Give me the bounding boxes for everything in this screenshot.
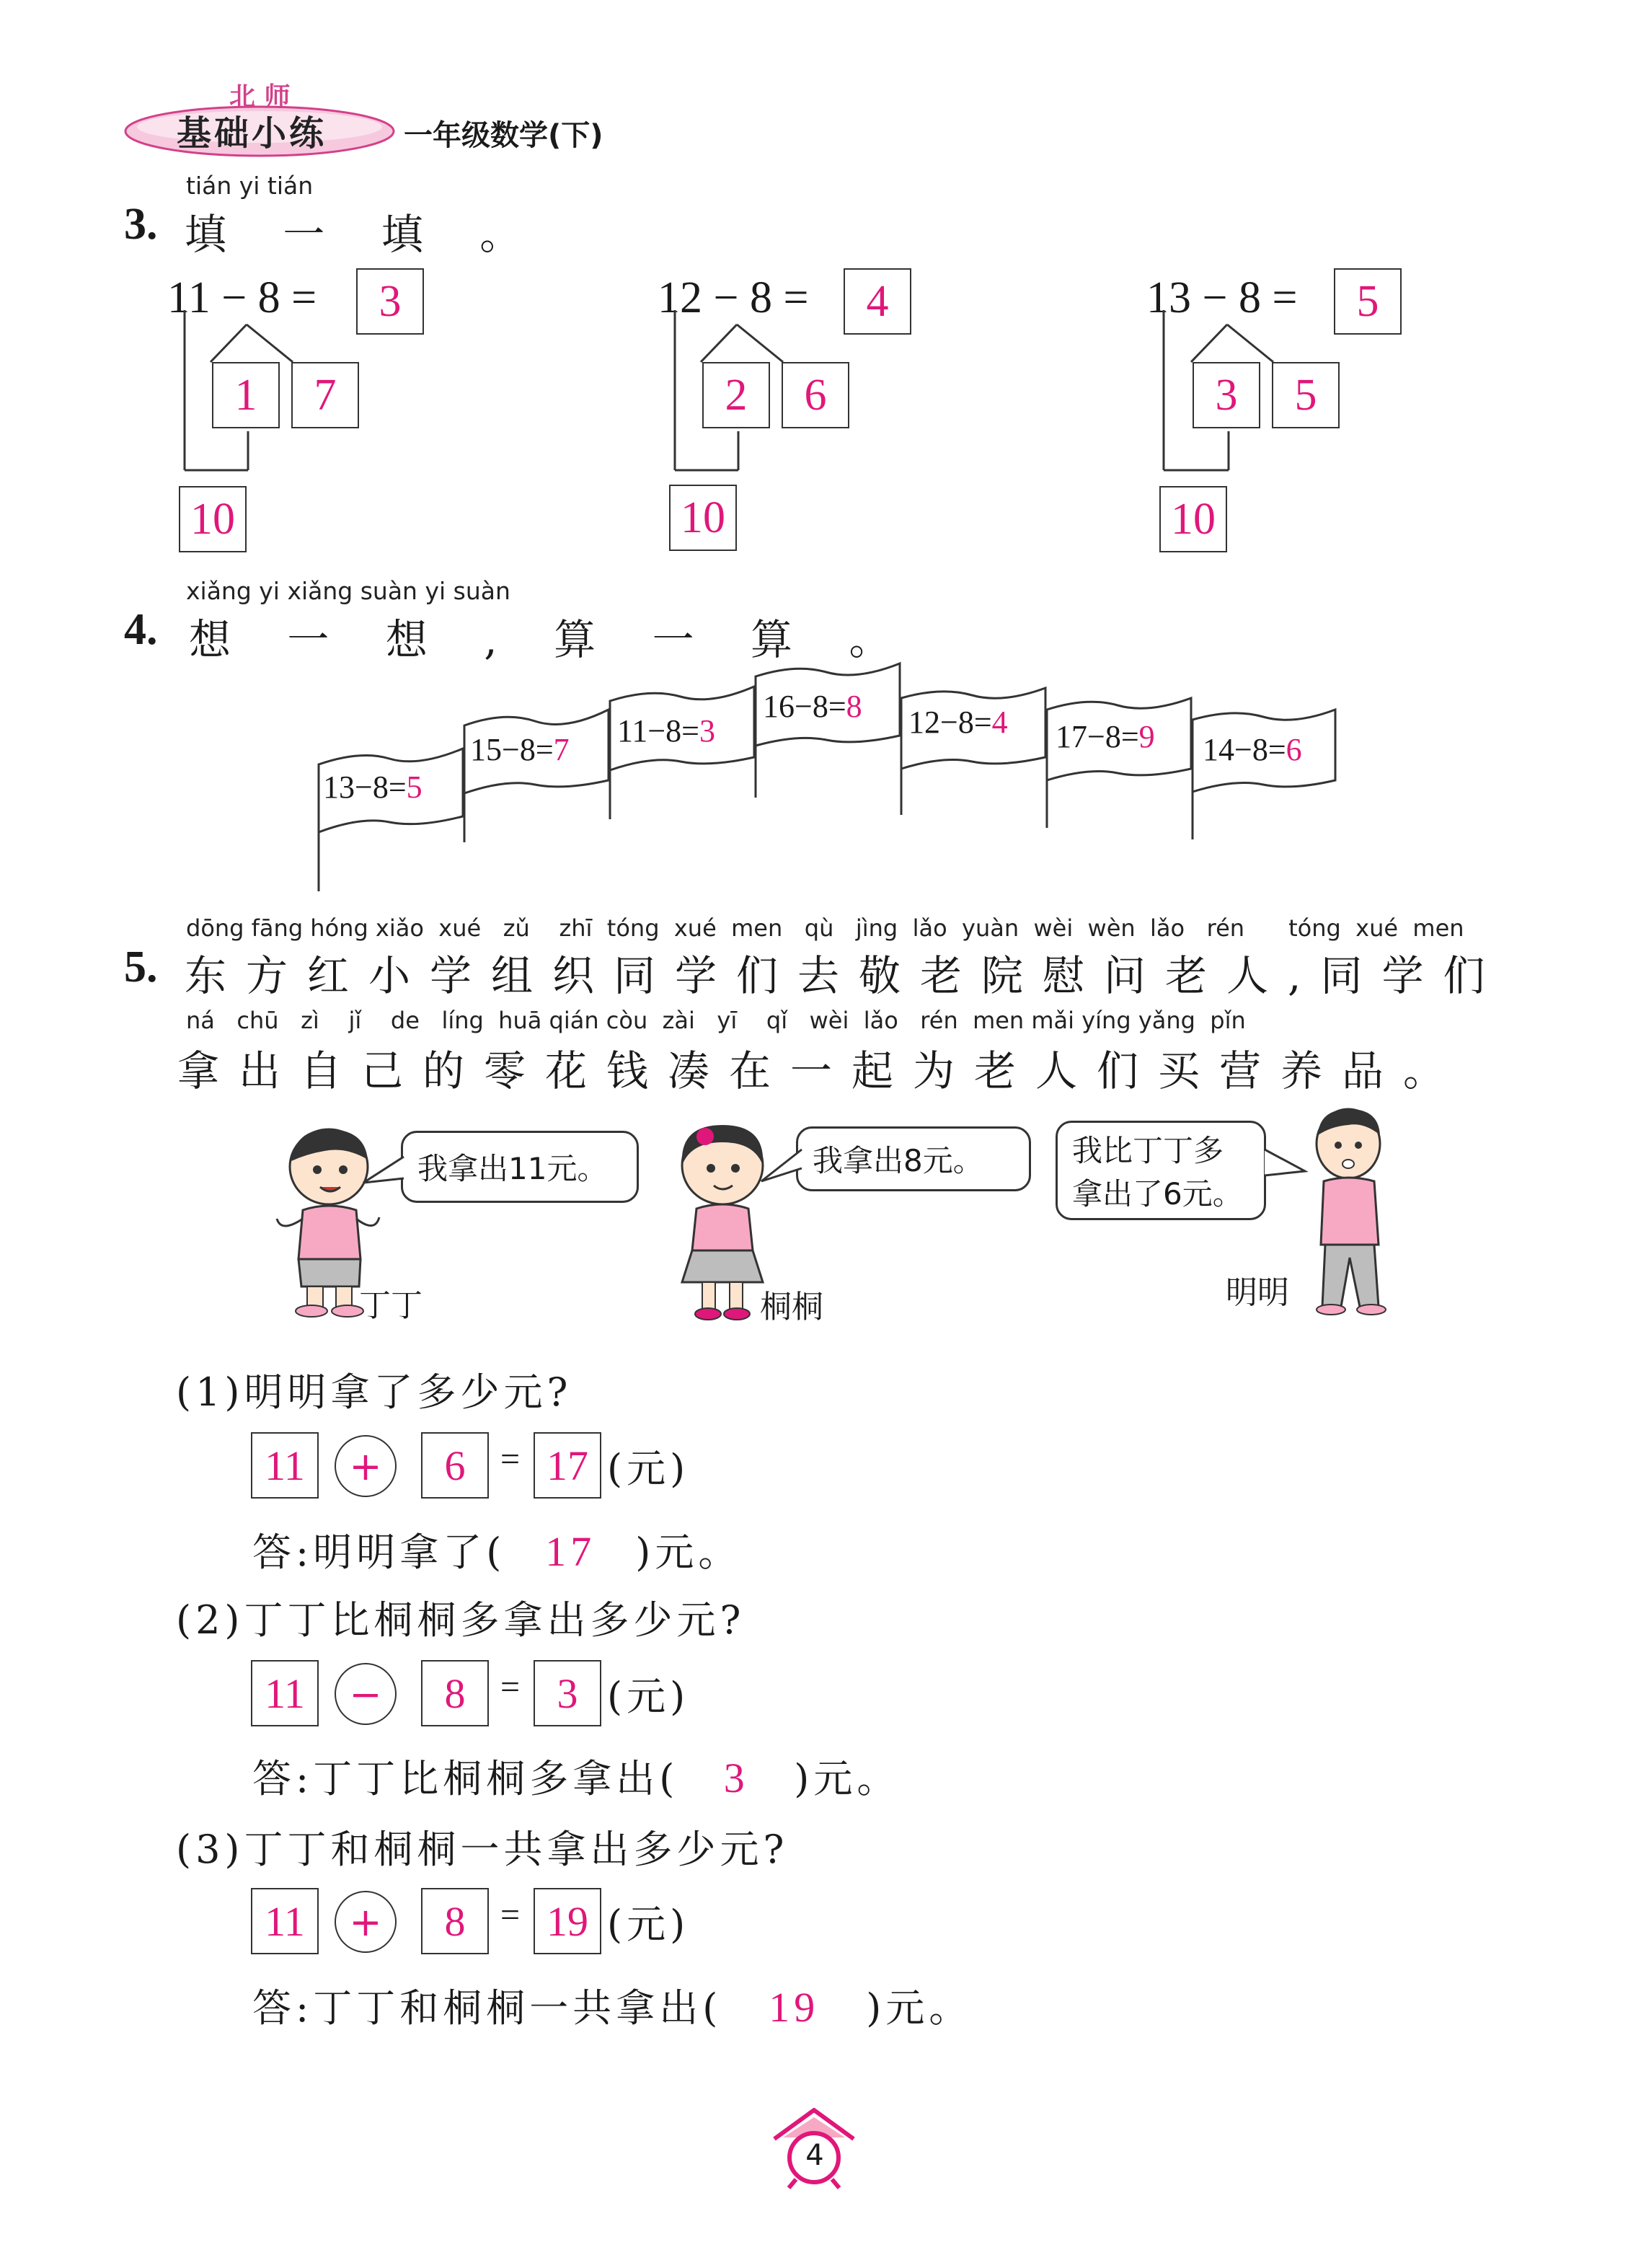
tongtong-speech: 我拿出8元。 (813, 1143, 983, 1178)
q5-text-line1: 东方红小学组织同学们去敬老院慰问老人,同学们 (185, 951, 1505, 1000)
speech-bubble-tongtong (796, 1126, 1031, 1191)
ten-box: 10 (179, 486, 247, 552)
operand-box-a: 11 (251, 1660, 319, 1726)
split-box-b: 7 (291, 362, 359, 428)
q4-title: 想 一 想 , 算 一 算 。 (189, 615, 913, 664)
result-box: 3 (534, 1660, 601, 1726)
q3-title: 填 一 填 。 (185, 210, 544, 259)
subtraction-expression: 12 − 8 = (658, 273, 809, 322)
answer-sentence (252, 1522, 741, 1577)
subtraction-expression: 11 − 8 = (167, 273, 317, 322)
split-box-b: 6 (782, 362, 849, 428)
book-title: 一年级数学(下) (404, 119, 603, 152)
flag-expression: 13−8= (323, 769, 407, 805)
flag-item (1203, 731, 1302, 768)
bubble-tail (360, 1154, 407, 1197)
series-main-label: 基础小练 (177, 113, 327, 154)
q5-text-line2: 拿出自己的零花钱凑在一起为老人们买营养品。 (177, 1046, 1465, 1095)
equals-sign: = (500, 1896, 521, 1934)
answer-sentence (252, 1748, 900, 1804)
q5-pinyin-line2: ná chū zì jǐ de líng huā qián còu zài yī qǐ wèi lǎo rén men mǎi yíng yǎng pǐn (186, 1007, 1246, 1034)
answer-value: 3 (723, 1755, 749, 1801)
flag-item (908, 704, 1008, 741)
q3-number: 3. (124, 200, 158, 249)
split-box-b: 5 (1272, 362, 1340, 428)
result-box: 3 (356, 268, 424, 335)
q4-number: 4. (124, 605, 158, 654)
bubble-tail (758, 1147, 805, 1190)
answer-value: 19 (769, 1984, 820, 2031)
answer-prefix: 答:丁丁比桐桐多拿出( (252, 1756, 679, 1801)
flag-item (323, 769, 423, 806)
split-box-a: 1 (212, 362, 280, 428)
subtraction-expression: 13 − 8 = (1146, 273, 1298, 322)
operand-box-b: 8 (421, 1660, 489, 1726)
operator-circle: + (335, 1435, 397, 1497)
operand-box-b: 6 (421, 1432, 489, 1499)
flag-answer: 6 (1286, 732, 1302, 767)
equals-sign: = (500, 1668, 521, 1706)
flag-item (617, 712, 715, 749)
answer-suffix: )元。 (794, 1756, 901, 1801)
flag-answer: 7 (553, 732, 570, 767)
q5-number: 5. (124, 943, 158, 992)
name-tongtong: 桐桐 (760, 1289, 823, 1325)
q5-pinyin-line1: dōng fāng hóng xiǎo xué zǔ zhī tóng xué men qù jìng lǎo yuàn wèi wèn lǎo rén tóng xué men (186, 914, 1464, 942)
unit-label: (元) (607, 1902, 690, 1947)
operand-box-a: 11 (251, 1432, 319, 1499)
answer-prefix: 答:丁丁和桐桐一共拿出( (252, 1985, 722, 2031)
dingding-speech: 我拿出11元。 (417, 1151, 608, 1186)
answer-sentence (252, 1977, 972, 2033)
result-box: 17 (534, 1432, 601, 1499)
operator-circle: − (335, 1663, 397, 1725)
mingming-speech-line1: 我比丁丁多 (1072, 1133, 1224, 1168)
flag-item (763, 688, 862, 725)
boy-mingming-illustration (1298, 1103, 1399, 1320)
flag-expression: 15−8= (470, 732, 554, 767)
unit-label: (元) (607, 1674, 690, 1719)
subquestion-label: (3)丁丁和桐桐一共拿出多少元? (176, 1827, 789, 1872)
flag-expression: 11−8= (617, 713, 699, 749)
name-mingming: 明明 (1226, 1274, 1289, 1311)
flag-answer: 8 (846, 689, 862, 724)
equals-sign: = (500, 1440, 521, 1478)
operator-circle: + (335, 1891, 397, 1953)
mingming-speech-line2: 拿出了6元。 (1072, 1176, 1243, 1212)
result-box: 5 (1334, 268, 1402, 335)
flag-answer: 9 (1138, 719, 1155, 754)
series-top-label: 北 师 (229, 82, 291, 112)
result-box: 19 (534, 1888, 601, 1954)
operand-box-b: 8 (421, 1888, 489, 1954)
speech-bubble-mingming (1056, 1121, 1266, 1220)
q4-pinyin: xiǎng yi xiǎng suàn yi suàn (186, 577, 510, 605)
flag-expression: 12−8= (908, 705, 992, 740)
flag-answer: 5 (406, 769, 423, 805)
answer-suffix: )元。 (635, 1530, 742, 1575)
flag-answer: 3 (699, 713, 715, 749)
flag-expression: 14−8= (1203, 732, 1286, 767)
unit-label: (元) (607, 1446, 690, 1491)
flag-answer: 4 (991, 705, 1008, 740)
speech-bubble-dingding (401, 1131, 639, 1203)
flag-expression: 16−8= (763, 689, 846, 724)
flag-item (1056, 718, 1155, 755)
split-box-a: 3 (1193, 362, 1260, 428)
flag-item (470, 731, 570, 768)
flag-expression: 17−8= (1056, 719, 1139, 754)
page-number: 4 (805, 2139, 824, 2172)
name-dingding: 丁丁 (359, 1287, 423, 1324)
ten-box: 10 (669, 485, 737, 551)
answer-suffix: )元。 (866, 1985, 973, 2031)
answer-prefix: 答:明明拿了( (252, 1530, 506, 1575)
split-box-a: 2 (702, 362, 770, 428)
ten-box: 10 (1159, 486, 1227, 552)
result-box: 4 (844, 268, 911, 335)
subquestion-label: (2)丁丁比桐桐多拿出多少元? (176, 1597, 746, 1643)
subquestion-label: (1)明明拿了多少元? (176, 1369, 572, 1415)
answer-value: 17 (545, 1528, 596, 1575)
q3-pinyin: tián yi tián (186, 172, 314, 200)
operand-box-a: 11 (251, 1888, 319, 1954)
